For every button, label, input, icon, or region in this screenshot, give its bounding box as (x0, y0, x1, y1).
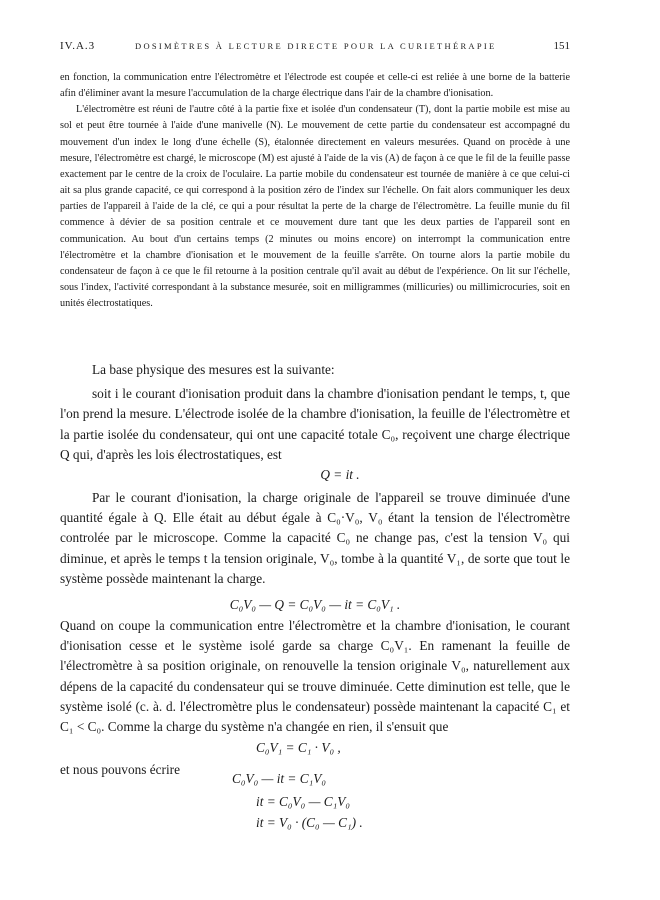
small-print-block (60, 70, 570, 312)
paragraph-base: La base physique des mesures est la suivante: (92, 362, 335, 377)
page-number: 151 (553, 40, 570, 52)
equation-4: C₀V₀ — it = C₁V₀ (232, 771, 326, 786)
paragraph-soit: soit i le courant d'ionisation produit dans la chambre d'ionisation pendant le temps, t, que l'on prend la mesure. L'électrode isolée de la chambre d'ionisation, la feuille de l'électromètre et la partie isolée du condensateur, qui ont une capacité totale C₀, reçoivent une charge électrique Q qui, d'après les lois électrostatiques, est (60, 386, 570, 462)
section-number: IV.A.3 (60, 40, 96, 52)
equation-2: C₀V₀ — Q = C₀V₀ — it = C₀V₁ . (229, 597, 401, 613)
running-header (60, 40, 570, 56)
equation-3: C₀V₁ = C₁ · V₀ , (256, 740, 341, 755)
small-paragraph-1: en fonction, la communication entre l'électromètre et l'électrode est coupée et celle-ci est reliée à une borne de la batterie afin d'éliminer avant la mesure l'accumulation de la charge électrique dans l'air de la chambre d'ionisation. (60, 72, 570, 100)
paragraph-ecrire: et nous pouvons écrire (60, 762, 181, 777)
equation-5: it = C₀V₀ — C₁V₀ (256, 794, 350, 809)
equation-6: it = V₀ · (C₀ — C₁) . (256, 815, 363, 830)
main-text-block-2 (60, 488, 570, 615)
paragraph-quand: Quand on coupe la communication entre l'électromètre et la chambre d'ionisation, le courant d'ionisation cesse et le système isolé garde sa charge C₀V₁. En ramenant la feuille de l'électromètre à sa position originale, on renouvelle la tension originale V₀, naturellement aux dépens de la capacité du condensateur qui se trouve diminuée. Cette diminution est telle, que le système isolé (c. à. d. l'électromètre plus le condensateur) possède maintenant la capacité C₁ et C₁ < C₀. Comme la charge du système n'a changée en rien, il s'ensuit que (60, 618, 570, 735)
main-text-block-3 (60, 616, 570, 737)
paragraph-courant: Par le courant d'ionisation, la charge originale de l'appareil se trouve diminuée d'une quantité égale à Q. Elle était au début égale à C₀·V₀, V₀ étant la tension de l'électromètre controlée par le microscope. Comme la capacité C₀ ne change pas, c'est la tension V₀ qui diminue, et après le temps t la tension originale, V₀, tombe à la quantité V₁, de sorte que tout le système possède maintenant la charge. (60, 490, 570, 586)
equation-1: Q = it . (320, 467, 360, 483)
running-title: DOSIMÈTRES À LECTURE DIRECTE POUR LA CURIETHÉRAPIE (135, 41, 497, 51)
small-paragraph-2: L'électromètre est réuni de l'autre côté à la partie fixe et isolée d'un condensateur (T), dont la partie mobile est mise au sol et peut être tournée à l'aide d'une manivelle (N). Le mouvement de cette partie du condensateur est accompagné du mouvement d'un index le long d'une échelle (S), étalonnée directement en valeurs mesurées. Quand on procède à une mesure, l'électromètre est chargé, le microscope (M) est ajusté à l'aide de la vis (A) de façon à ce que le fil de la feuille passe exactement par le centre de la croix de l'oculaire. La partie mobile du condensateur est tournée de manière à ce que celui-ci ait sa plus grande capacité, ce qui correspond à la position zéro de l'index sur l'échelle. On fait alors communiquer les deux parties de l'appareil à l'aide de la clé, ce qui a pour résultat la perte de la charge de l'électromètre. La feuille munie du fil commence à dévier de sa position centrale et ce mouvement dure tant que les deux parties de l'appareil sont en communication. Au bout d'un certains temps (2 minutes ou moins encore) on interrompt la communication entre l'électromètre et la chambre d'ionisation et le mouvement de la feuille s'arrête. On tourne alors la partie mobile du condensateur de façon à ce que le fil retourne à la position centrale qu'il avait au début de l'expérience. On lit sur l'échelle, sous l'index, l'activité correspondant à la substance mesurée, soit en milligrammes (millicuries) ou millimicrocuries, soit en unités électrostatiques. (60, 104, 570, 310)
main-text-block-1 (60, 360, 570, 485)
